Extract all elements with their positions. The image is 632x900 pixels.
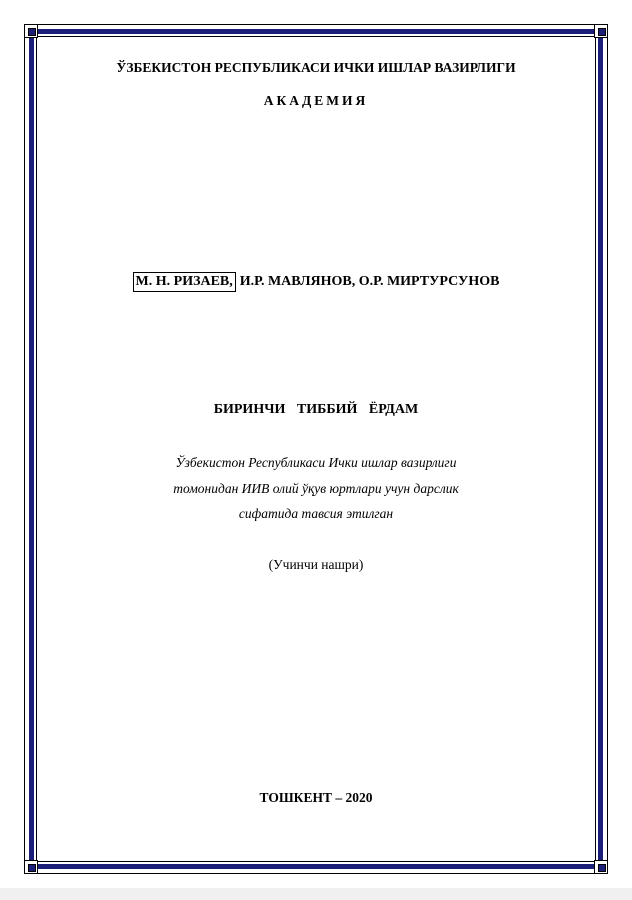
book-title: БИРИНЧИ ТИББИЙ ЁРДАМ: [213, 402, 419, 417]
imprint-city-year: ТОШКЕНТ – 2020: [259, 790, 373, 805]
edition-note: (Учинчи нашри): [268, 557, 364, 572]
authors-line: [0, 272, 632, 292]
ministry-heading: ЎЗБЕКИСТОН РЕСПУБЛИКАСИ ИЧКИ ИШЛАР ВАЗИРЛИГИ: [116, 60, 516, 75]
page-frame-inner-line: [36, 36, 596, 862]
author-others: И.Р. МАВЛЯНОВ, О.Р. МИРТУРСУНОВ: [239, 274, 500, 289]
recommendation-line-2: томонидан ИИВ олий ўқув юртлари учун дарслик: [173, 481, 459, 496]
frame-corner-ornament-icon: [24, 860, 38, 874]
recommendation-line-1: Ўзбекистон Республикаси Ички ишлар вазирлиги: [175, 455, 457, 470]
frame-corner-ornament-icon: [594, 860, 608, 874]
frame-corner-ornament-icon: [24, 24, 38, 38]
academy-heading: АКАДЕМИЯ: [263, 93, 369, 108]
page-bottom-strip: [0, 888, 632, 900]
recommendation-line-3: сифатида тавсия этилган: [238, 506, 394, 521]
frame-corner-ornament-icon: [594, 24, 608, 38]
author-selected[interactable]: М. Н. РИЗАЕВ,: [133, 272, 236, 292]
